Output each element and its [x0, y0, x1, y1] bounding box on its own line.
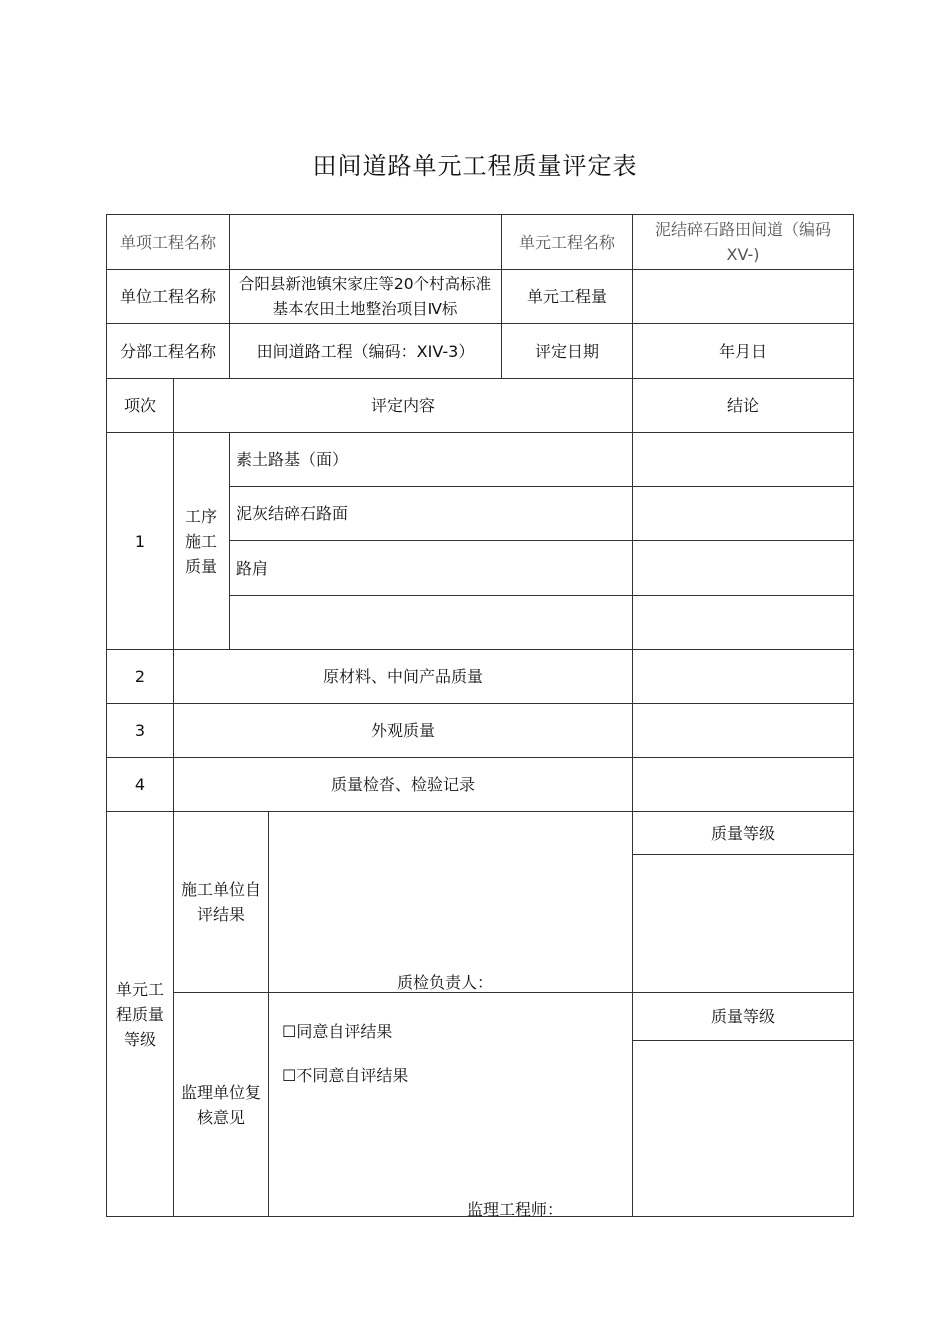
disagree-checkbox[interactable]: ☐不同意自评结果: [282, 1065, 409, 1085]
division-label: 分部工程名称: [119, 341, 216, 361]
quality-grade-value[interactable]: [633, 1041, 853, 1216]
row1-conclusion-cell[interactable]: [633, 433, 853, 486]
date-value[interactable]: 年月日: [718, 341, 767, 361]
row1-subitem: 素土路基（面）: [236, 450, 349, 469]
row-index: 2: [134, 667, 146, 686]
row-index: 3: [134, 721, 146, 740]
row-conclusion-cell[interactable]: [633, 758, 853, 811]
unit-quality-grade-label: 单元工程质量等级: [115, 979, 164, 1049]
unit-project-name-label: 单元工程名称: [518, 232, 615, 252]
row-content: 原材料、中间产品质量: [322, 667, 483, 686]
row1-group-label: 工序施工质量: [184, 506, 217, 576]
row-index: 4: [134, 775, 146, 794]
contractor-eval-area[interactable]: [269, 812, 632, 992]
row1-subitem: 路肩: [236, 558, 269, 578]
row1-index: 1: [134, 531, 146, 551]
unit-quantity-label: 单元工程量: [526, 287, 607, 306]
row1-conclusion-cell[interactable]: [633, 487, 853, 540]
col-item-header: 项次: [123, 396, 156, 415]
contractor-self-eval-label: 施工单位自评结果: [180, 880, 261, 924]
supervisor-review-label: 监理单位复核意见: [180, 1082, 261, 1127]
item-project-label: 单项工程名称: [119, 232, 216, 252]
unit-quantity-value[interactable]: [633, 270, 853, 323]
row-conclusion-cell[interactable]: [633, 650, 853, 703]
row1-subitem: 泥灰结碎石路面: [236, 504, 349, 523]
agree-checkbox[interactable]: ☐同意自评结果: [282, 1021, 393, 1041]
quality-grade-label: 质量等级: [710, 823, 775, 843]
quality-grade-label: 质量等级: [710, 1007, 775, 1026]
col-conclusion-header: 结论: [726, 396, 759, 415]
row-conclusion-cell[interactable]: [633, 704, 853, 757]
quality-grade-value[interactable]: [633, 855, 853, 992]
row1-conclusion-cell[interactable]: [633, 541, 853, 595]
item-project-value[interactable]: [230, 215, 501, 269]
division-value[interactable]: 田间道路工程（编码：XIV-3）: [256, 341, 475, 361]
row1-conclusion-cell[interactable]: [633, 596, 853, 649]
page-title: 田间道路单元工程质量评定表: [312, 152, 638, 180]
row-content: 外观质量: [370, 721, 435, 740]
row1-subitem: [230, 596, 632, 649]
date-label: 评定日期: [534, 341, 599, 361]
row-content: 质量检沓、检验记录: [330, 775, 475, 794]
col-content-header: 评定内容: [370, 396, 435, 415]
engineer-signature-label: 监理工程师：: [466, 1199, 563, 1219]
inspector-signature-label: 质检负责人：: [396, 972, 493, 992]
unit-work-value[interactable]: 合阳县新池镇宋家庄等20个村高标准基本农田土地整治项目Ⅳ标: [238, 274, 492, 318]
unit-project-name-value[interactable]: 泥结碎石路田间道（编码XV-): [654, 220, 831, 264]
unit-work-label: 单位工程名称: [119, 287, 216, 306]
